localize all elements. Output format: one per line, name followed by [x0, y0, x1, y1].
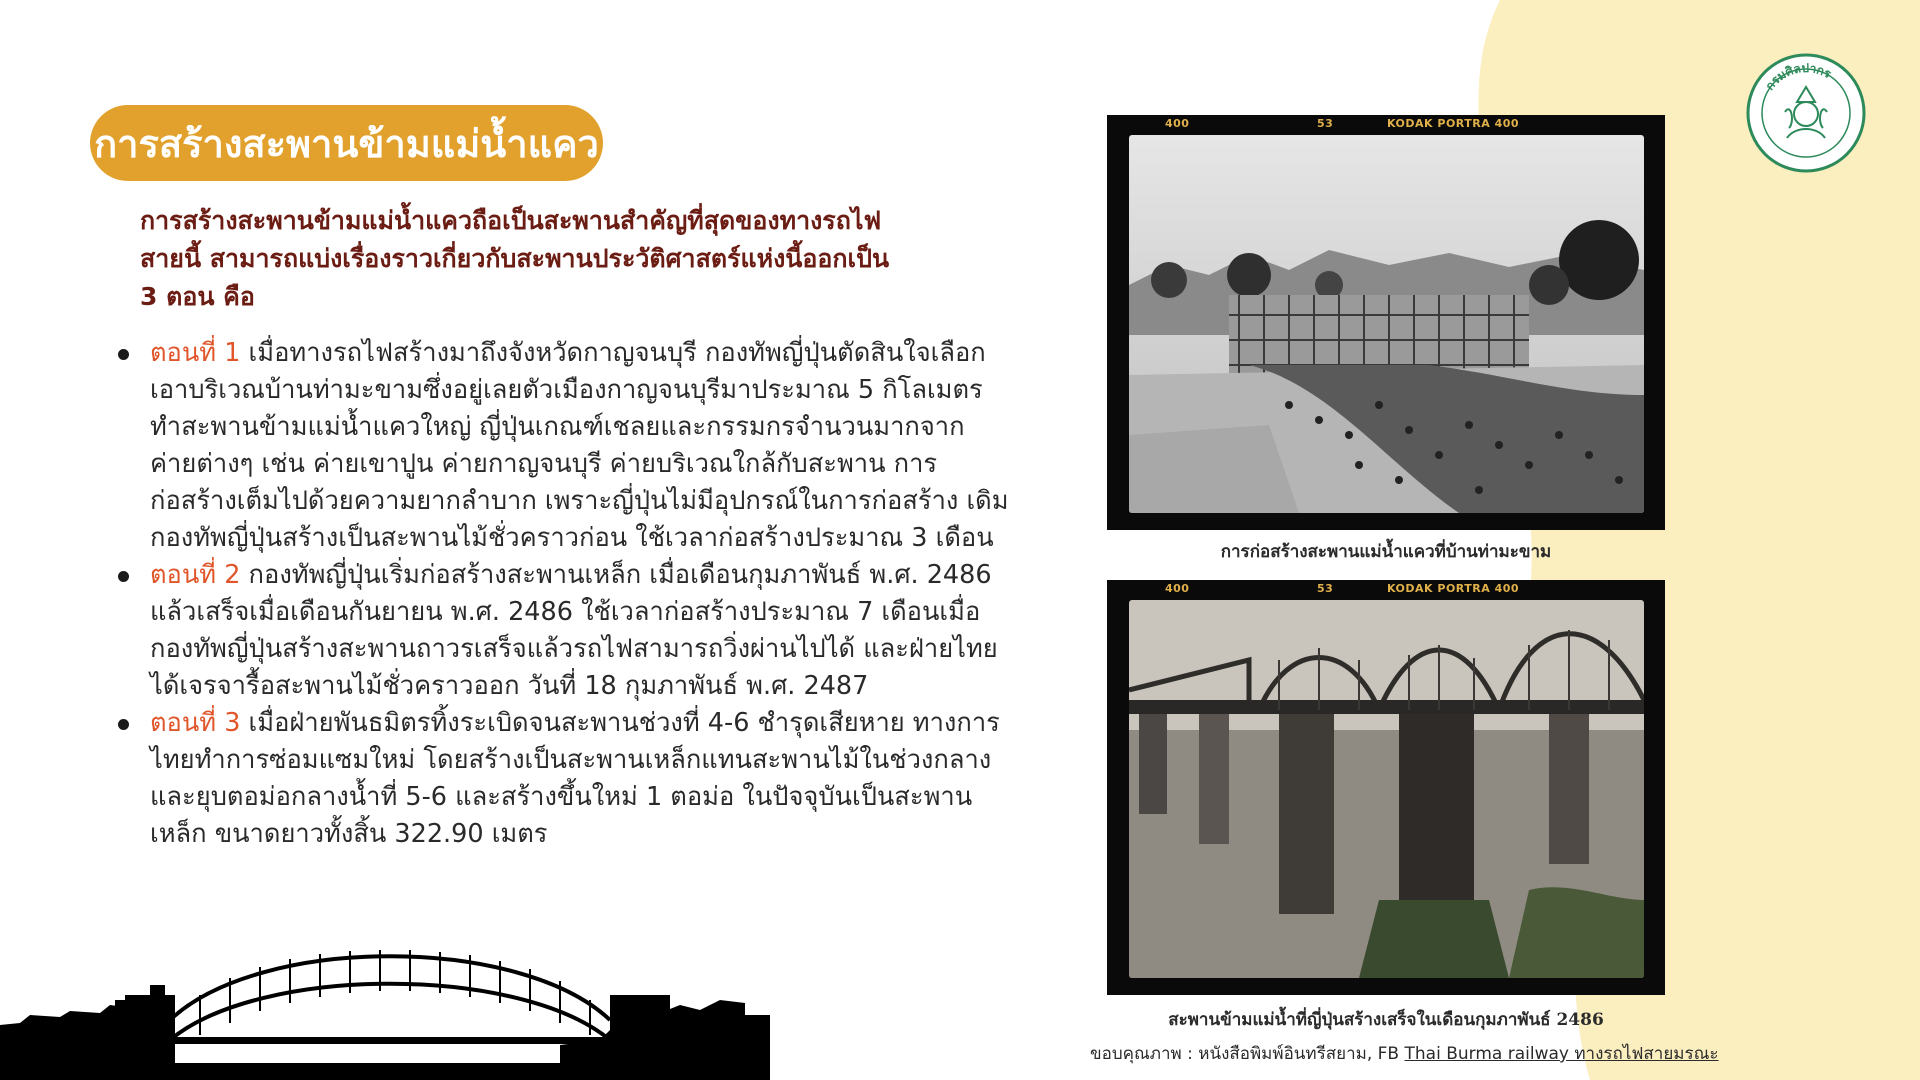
film-number-left: 400	[1165, 582, 1190, 595]
bullet-label: ตอนที่ 3	[150, 708, 241, 738]
bullet-dot	[118, 571, 129, 582]
bullet-text: กองทัพญี่ปุ่นเริ่มก่อสร้างสะพานเหล็ก เมื่อเดือนกุมภาพันธ์ พ.ศ. 2486 แล้วเสร็จเมื่อเดือนกันยายน พ.ศ. 2486 ใช้เวลาก่อสร้างประมาณ 7 เดือนเมื่อกองทัพญี่ปุ่นสร้างสะพานถาวรเสร็จแล้วรถไฟสามารถวิ่งผ่านไปได้ และฝ่ายไทยได้เจรจารื้อสะพานไม้ชั่วคราวออก วันที่ 18 กุมภาพันธ์ พ.ศ. 2487	[150, 560, 998, 701]
photo2-caption: สะพานข้ามแม่น้ำที่ญี่ปุ่นสร้างเสร็จในเดือนกุมภาพันธ์ 2486	[1168, 1010, 1604, 1030]
film-number-left: 400	[1165, 117, 1190, 130]
fine-arts-department-seal	[1745, 52, 1867, 174]
bridge-skyline-silhouette	[0, 945, 770, 1080]
film-frame-number: 53	[1317, 582, 1334, 595]
photo1-caption: การก่อสร้างสะพานแม่น้ำแควที่บ้านท่ามะขาม	[1220, 542, 1552, 562]
episode-list	[110, 335, 1010, 853]
list-item	[110, 557, 1010, 705]
seal-text: กรมศิลปากร	[1762, 60, 1834, 93]
film-brand: KODAK PORTRA 400	[1387, 582, 1520, 595]
bullet-text: เมื่อทางรถไฟสร้างมาถึงจังหวัดกาญจนบุรี กองทัพญี่ปุ่นตัดสินใจเลือกเอาบริเวณบ้านท่ามะขามซึ่งอยู่เลยตัวเมืองกาญจนบุรีมาประมาณ 5 กิโลเมตร ทำสะพานข้ามแม่น้ำแควใหญ่ ญี่ปุ่นเกณฑ์เชลยและกรรมกรจำนวนมากจากค่ายต่างๆ เช่น ค่ายเขาปูน ค่ายกาญจนบุรี ค่ายบริเวณใกล้กับสะพาน การก่อสร้างเต็มไปด้วยความยากลำบาก เพราะญี่ปุ่นไม่มีอุปกรณ์ในการก่อสร้าง เดิมกองทัพญี่ปุ่นสร้างเป็นสะพานไม้ชั่วคราวก่อน ใช้เวลาก่อสร้างประมาณ 3 เดือน	[150, 338, 1009, 553]
bridge-photo	[1107, 580, 1665, 995]
intro-paragraph: การสร้างสะพานข้ามแม่น้ำแควถือเป็นสะพานสำคัญที่สุดของทางรถไฟสายนี้ สามารถแบ่งเรื่องราวเกี่ยวกับสะพานประวัติศาสตร์แห่งนี้ออกเป็น 3 ตอน คือ	[140, 206, 890, 311]
list-item	[110, 335, 1010, 557]
photo-credit	[1090, 1040, 1740, 1067]
film-brand: KODAK PORTRA 400	[1387, 117, 1520, 130]
credit-prefix: ขอบคุณภาพ : หนังสือพิมพ์อินทรีสยาม, FB	[1090, 1044, 1405, 1064]
construction-photo-image	[1129, 135, 1644, 513]
credit-link[interactable]: Thai Burma railway ทางรถไฟสายมรณะ	[1404, 1044, 1719, 1064]
bullet-dot	[118, 349, 129, 360]
construction-photo	[1107, 115, 1665, 530]
list-item	[110, 705, 1010, 853]
film-frame-number: 53	[1317, 117, 1334, 130]
bullet-text: เมื่อฝ่ายพันธมิตรทิ้งระเบิดจนสะพานช่วงที่ 4-6 ชำรุดเสียหาย ทางการไทยทำการซ่อมแซมใหม่ โดยสร้างเป็นสะพานเหล็กแทนสะพานไม้ในช่วงกลาง และยุบตอม่อกลางน้ำที่ 5-6 และสร้างขึ้นใหม่ 1 ตอม่อ ในปัจจุบันเป็นสะพานเหล็ก ขนาดยาวทั้งสิ้น 322.90 เมตร	[150, 708, 1000, 849]
bullet-label: ตอนที่ 1	[150, 338, 241, 368]
bridge-photo-image	[1129, 600, 1644, 978]
bullet-label: ตอนที่ 2	[150, 560, 241, 590]
page-title: การสร้างสะพานข้ามแม่น้ำแคว	[90, 105, 603, 181]
bullet-dot	[118, 719, 129, 730]
